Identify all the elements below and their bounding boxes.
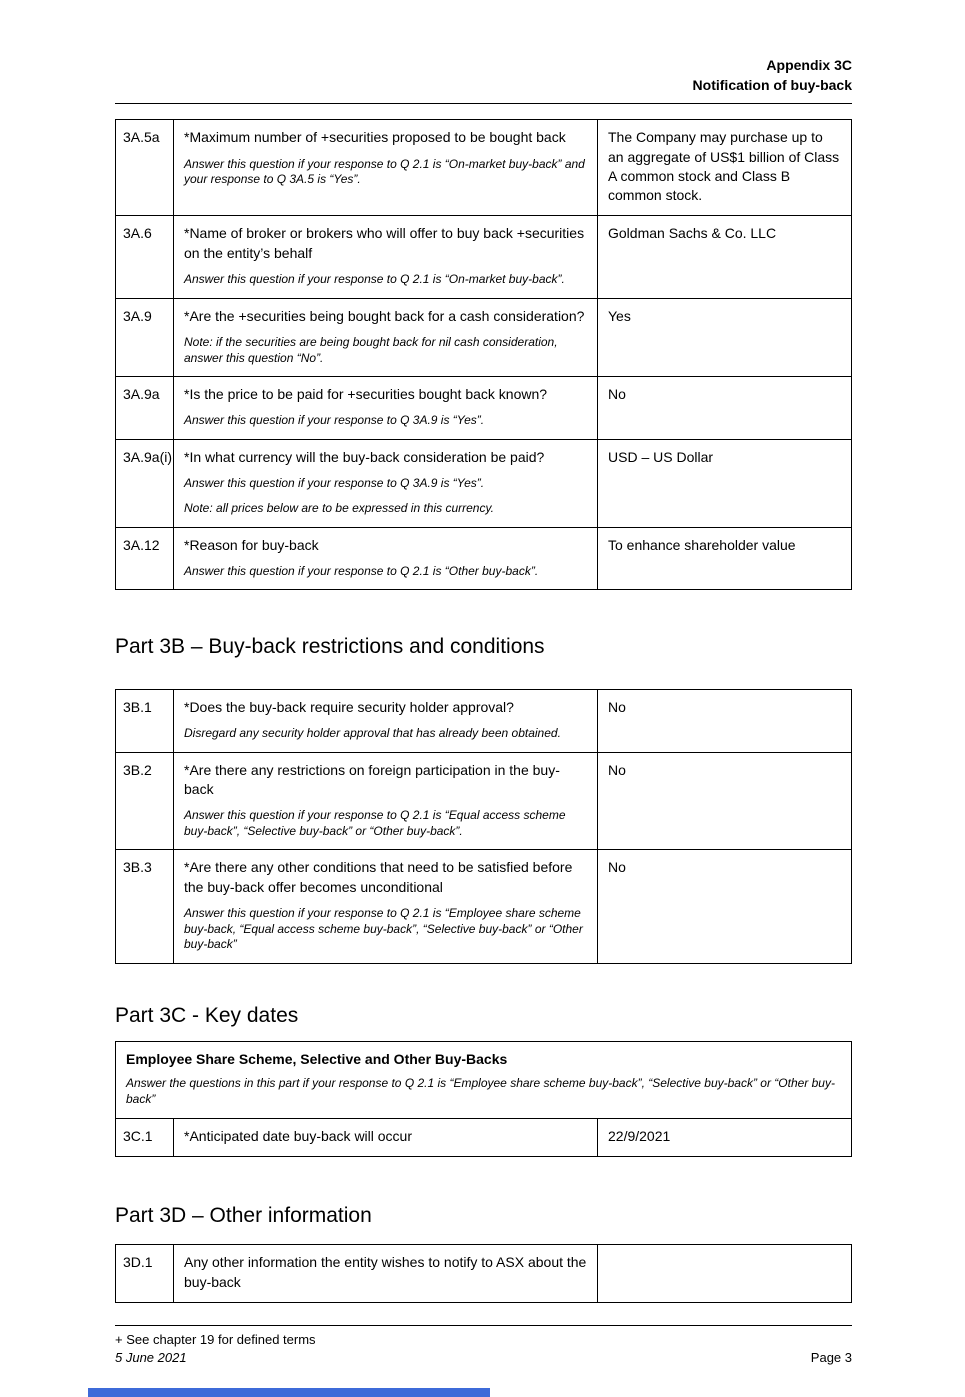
banner-note: Answer the questions in this part if your response to Q 2.1 is “Employee share scheme buy-back”, “Selective buy-back” or “Other buy-back” [126, 1076, 835, 1107]
question-text: *Name of broker or brokers who will offer to buy back +securities on the entity’s behalf [184, 225, 585, 261]
banner-title: Employee Share Scheme, Selective and Other Buy-Backs [126, 1050, 508, 1067]
question-note: Answer this question if your response to Q 3A.9 is “Yes”. [184, 413, 485, 428]
question-number: 3B.2 [116, 752, 174, 850]
part3b-heading: Part 3B – Buy-back restrictions and conditions [115, 635, 545, 659]
question-text: *Maximum number of +securities proposed to be bought back [184, 129, 566, 146]
question-text: Any other information the entity wishes to notify to ASX about the buy-back [184, 1254, 587, 1290]
part3a-table [115, 119, 852, 590]
question-text: *Are there any other conditions that need to be satisfied before the buy-back offer becomes unconditional [184, 859, 573, 895]
question-cell [174, 377, 598, 440]
table-row [116, 527, 852, 590]
question-number: 3A.5a [116, 120, 174, 216]
question-cell [174, 752, 598, 850]
question-number: 3D.1 [116, 1245, 174, 1303]
question-note: Note: all prices below are to be expressed in this currency. [184, 500, 494, 515]
footer-date: 5 June 2021 [115, 1350, 187, 1366]
question-number: 3A.6 [116, 216, 174, 298]
table-banner-row [116, 1041, 852, 1118]
part3c-heading: Part 3C - Key dates [115, 1003, 299, 1027]
answer-cell: USD – US Dollar [598, 440, 852, 528]
question-cell [174, 527, 598, 590]
answer-cell: No [598, 689, 852, 752]
answer-cell: Goldman Sachs & Co. LLC [598, 216, 852, 298]
question-number: 3A.12 [116, 527, 174, 590]
question-cell [174, 1245, 598, 1303]
question-cell [174, 440, 598, 528]
answer-cell [598, 1245, 852, 1303]
answer-cell: No [598, 752, 852, 850]
question-cell [174, 298, 598, 377]
table-row [116, 377, 852, 440]
bottom-artifact-bar [88, 1388, 490, 1397]
question-cell [174, 1118, 598, 1156]
question-number: 3A.9 [116, 298, 174, 377]
question-cell [174, 850, 598, 963]
question-text: *Reason for buy-back [184, 536, 319, 553]
part3d-table [115, 1244, 852, 1303]
part3b-table [115, 689, 852, 964]
question-note: Answer this question if your response to Q 2.1 is “On-market buy-back” and your response to Q 3A.5 is “Yes”. [184, 156, 585, 187]
question-text: *Anticipated date buy-back will occur [184, 1127, 413, 1144]
question-number: 3B.1 [116, 689, 174, 752]
question-cell [174, 689, 598, 752]
question-number: 3C.1 [116, 1118, 174, 1156]
table-row [116, 1245, 852, 1303]
table-row [116, 216, 852, 298]
question-cell [174, 120, 598, 216]
question-number: 3B.3 [116, 850, 174, 963]
question-note: Answer this question if your response to Q 2.1 is “On-market buy-back”. [184, 272, 565, 287]
appendix-title: Appendix 3C [766, 57, 852, 73]
part3d-heading: Part 3D – Other information [115, 1204, 372, 1228]
answer-cell: To enhance shareholder value [598, 527, 852, 590]
footnote-defined-terms: + See chapter 19 for defined terms [115, 1332, 316, 1348]
question-note: Note: if the securities are being bought back for nil cash consideration, answer this question “No”. [184, 334, 558, 365]
question-text: *In what currency will the buy-back consideration be paid? [184, 449, 545, 466]
table-row [116, 298, 852, 377]
answer-cell: No [598, 377, 852, 440]
table-row [116, 689, 852, 752]
answer-cell: Yes [598, 298, 852, 377]
document-footer [115, 1325, 852, 1367]
banner-cell [116, 1041, 852, 1118]
page-number: Page 3 [810, 1350, 852, 1366]
question-cell [174, 216, 598, 298]
table-row [116, 1118, 852, 1156]
appendix-subtitle: Notification of buy-back [692, 76, 852, 93]
question-note: Answer this question if your response to Q 2.1 is “Other buy-back”. [184, 563, 539, 578]
part3c-table [115, 1041, 852, 1157]
table-row [116, 850, 852, 963]
table-row [116, 120, 852, 216]
table-row [116, 440, 852, 528]
question-note: Answer this question if your response to Q 2.1 is “Equal access scheme buy-back”, “Selective buy-back” or “Other buy-back”. [184, 808, 566, 838]
answer-cell: 22/9/2021 [598, 1118, 852, 1156]
question-note: Answer this question if your response to Q 2.1 is “Employee share scheme buy-back, “Equal access scheme buy-back”, “Selective buy-back” or “Other buy-back” [184, 906, 583, 952]
question-text: *Is the price to be paid for +securities bought back known? [184, 386, 548, 403]
question-text: *Are there any restrictions on foreign participation in the buy-back [184, 761, 560, 797]
question-number: 3A.9a [116, 377, 174, 440]
document-header [115, 56, 852, 104]
answer-cell: No [598, 850, 852, 963]
question-text: *Are the +securities being bought back for a cash consideration? [184, 307, 585, 324]
question-note: Answer this question if your response to Q 3A.9 is “Yes”. [184, 476, 485, 491]
question-note: Disregard any security holder approval that has already been obtained. [184, 725, 561, 740]
answer-cell: The Company may purchase up to an aggregate of US$1 billion of Class A common stock and Class B common stock. [598, 120, 852, 216]
question-number: 3A.9a(i) [116, 440, 174, 528]
table-row [116, 752, 852, 850]
question-text: *Does the buy-back require security holder approval? [184, 698, 514, 715]
